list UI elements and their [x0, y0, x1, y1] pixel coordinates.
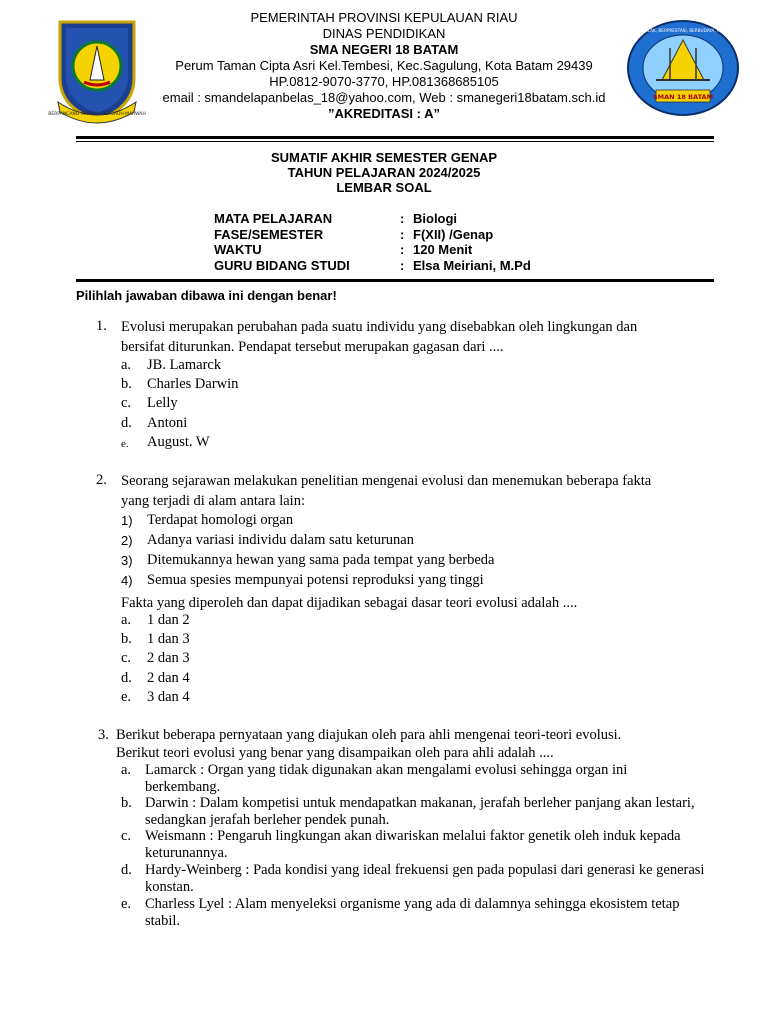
- option-text: 1 dan 3: [147, 631, 190, 647]
- info-separator: :: [400, 257, 405, 273]
- header-school-name: SMA NEGERI 18 BATAM: [309, 42, 459, 57]
- fact-number: 3): [121, 553, 133, 568]
- letterhead: [140, 10, 628, 122]
- fact-text: Semua spesies mempunyai potensi reproduksi yang tinggi: [147, 572, 484, 588]
- option-text: 3 dan 4: [147, 689, 190, 705]
- option-letter: a.: [121, 612, 132, 628]
- option-text: Charles Darwin: [147, 376, 239, 392]
- header-divider-thin: [76, 141, 714, 142]
- fact-number: 1): [121, 513, 133, 528]
- info-row: [214, 227, 531, 243]
- question-stem-line: Berikut teori evolusi yang benar yang disampaikan oleh para ahli adalah ....: [116, 745, 554, 761]
- option-letter: d.: [121, 415, 132, 431]
- option-letter: c.: [121, 395, 132, 411]
- info-label: GURU BIDANG STUDI: [214, 257, 350, 273]
- option-letter: e.: [121, 896, 132, 912]
- option-text: Lelly: [147, 395, 178, 411]
- option-letter: e.: [121, 689, 132, 705]
- info-row: [214, 242, 531, 258]
- fact-text: Ditemukannya hewan yang sama pada tempat yang berbeda: [147, 552, 495, 568]
- fact-text: Terdapat homologi organ: [147, 512, 294, 528]
- fact-number: 2): [121, 533, 133, 548]
- instruction: Pilihlah jawaban dibawa ini dengan benar!: [76, 288, 337, 303]
- question-number: 2.: [96, 472, 107, 488]
- exam-title: [76, 150, 692, 195]
- header-line-province: PEMERINTAH PROVINSI KEPULAUAN RIAU: [250, 10, 518, 25]
- option-letter: c.: [121, 650, 132, 666]
- option-letter: e.: [121, 438, 129, 450]
- school-logo: [626, 18, 740, 118]
- option-text: Charless Lyel : Alam menyeleksi organisme yang ada di dalamnya sehingga ekosistem tetap stabil.: [145, 896, 680, 929]
- exam-title-line2: TAHUN PELAJARAN 2024/2025: [287, 165, 481, 180]
- option-text: JB. Lamarck: [147, 357, 222, 373]
- option-letter: a.: [121, 762, 132, 778]
- province-crest-logo: [48, 16, 146, 126]
- info-value: Biologi: [413, 211, 458, 226]
- info-separator: :: [400, 242, 405, 257]
- left-logo-motto: BERPANCANG AMANAH BERSAUH MARWAH: [48, 112, 146, 117]
- option-text: Weismann : Pengaruh lingkungan akan diwariskan melalui faktor genetik oleh induk kepada keturunannya.: [145, 828, 681, 861]
- question-number: 3.: [98, 727, 109, 743]
- option-text: 2 dan 4: [147, 670, 190, 686]
- info-divider: [76, 279, 714, 282]
- question-prompt: Fakta yang diperoleh dan dapat dijadikan sebagai dasar teori evolusi adalah ....: [121, 595, 578, 611]
- fact-number: 4): [121, 573, 133, 588]
- option-letter: b.: [121, 795, 132, 811]
- option-text: Hardy-Weinberg : Pada kondisi yang ideal frekuensi gen pada populasi dari generasi ke generasi konstan.: [145, 862, 705, 895]
- header-divider: [76, 136, 714, 139]
- header-accreditation: ”AKREDITASI : A”: [328, 106, 440, 121]
- question-stem-line: Seorang sejarawan melakukan penelitian mengenai evolusi dan menemukan beberapa fakta: [121, 473, 652, 489]
- info-label: FASE/SEMESTER: [214, 226, 324, 242]
- header-address: Perum Taman Cipta Asri Kel.Tembesi, Kec.Sagulung, Kota Batam 29439: [175, 58, 593, 73]
- option-letter: b.: [121, 376, 132, 392]
- info-separator: :: [400, 226, 405, 242]
- fact-text: Adanya variasi individu dalam satu keturunan: [147, 532, 414, 548]
- option-text: Lamarck : Organ yang tidak digunakan akan mengalami evolusi sehingga organ ini berkembang.: [145, 762, 628, 795]
- info-value: 120 Menit: [413, 242, 473, 257]
- option-text: Antoni: [147, 415, 188, 431]
- header-phone: HP.0812-9070-3770, HP.081368685105: [269, 74, 499, 89]
- info-label: MATA PELAJARAN: [214, 211, 333, 226]
- right-logo-motto: BERAKHLAK, BERPRESTASI, BERBUDAYA, MANDIRI: [630, 28, 736, 33]
- info-label: WAKTU: [214, 242, 262, 257]
- option-letter: d.: [121, 670, 132, 686]
- header-contact: email : smandelapanbelas_18@yahoo.com, Web : smanegeri18batam.sch.id: [162, 90, 606, 105]
- option-text: 2 dan 3: [147, 650, 190, 666]
- option-text: August. W: [147, 434, 210, 450]
- info-value: Elsa Meiriani, M.Pd: [413, 257, 531, 273]
- exam-title-line1: SUMATIF AKHIR SEMESTER GENAP: [270, 150, 498, 165]
- info-value: F(XII) /Genap: [413, 226, 494, 242]
- info-separator: :: [400, 211, 405, 226]
- info-row: [214, 211, 531, 227]
- option-letter: a.: [121, 357, 132, 373]
- question-stem-line: yang terjadi di alam antara lain:: [121, 493, 305, 509]
- option-letter: d.: [121, 862, 132, 878]
- exam-title-line3: LEMBAR SOAL: [336, 180, 432, 195]
- question-stem-line: Evolusi merupakan perubahan pada suatu individu yang disebabkan oleh lingkungan dan: [121, 319, 638, 335]
- right-logo-label: SMAN 18 BATAM: [652, 93, 714, 101]
- option-letter: b.: [121, 631, 132, 647]
- question-stem-line: bersifat diturunkan. Pendapat tersebut merupakan gagasan dari ....: [121, 339, 504, 355]
- question-number: 1.: [96, 318, 107, 334]
- header-line-department: DINAS PENDIDIKAN: [322, 26, 446, 41]
- exam-info-table: [214, 211, 531, 273]
- option-text: Darwin : Dalam kompetisi untuk mendapatkan makanan, jerafah berleher panjang akan lestari, sedangkan jerafah berleher pendek punah.: [145, 795, 695, 828]
- question-stem-line: Berikut beberapa pernyataan yang diajukan oleh para ahli mengenai teori-teori evolusi.: [116, 727, 622, 743]
- option-letter: c.: [121, 828, 132, 844]
- option-text: 1 dan 2: [147, 612, 190, 628]
- info-row: [214, 258, 531, 274]
